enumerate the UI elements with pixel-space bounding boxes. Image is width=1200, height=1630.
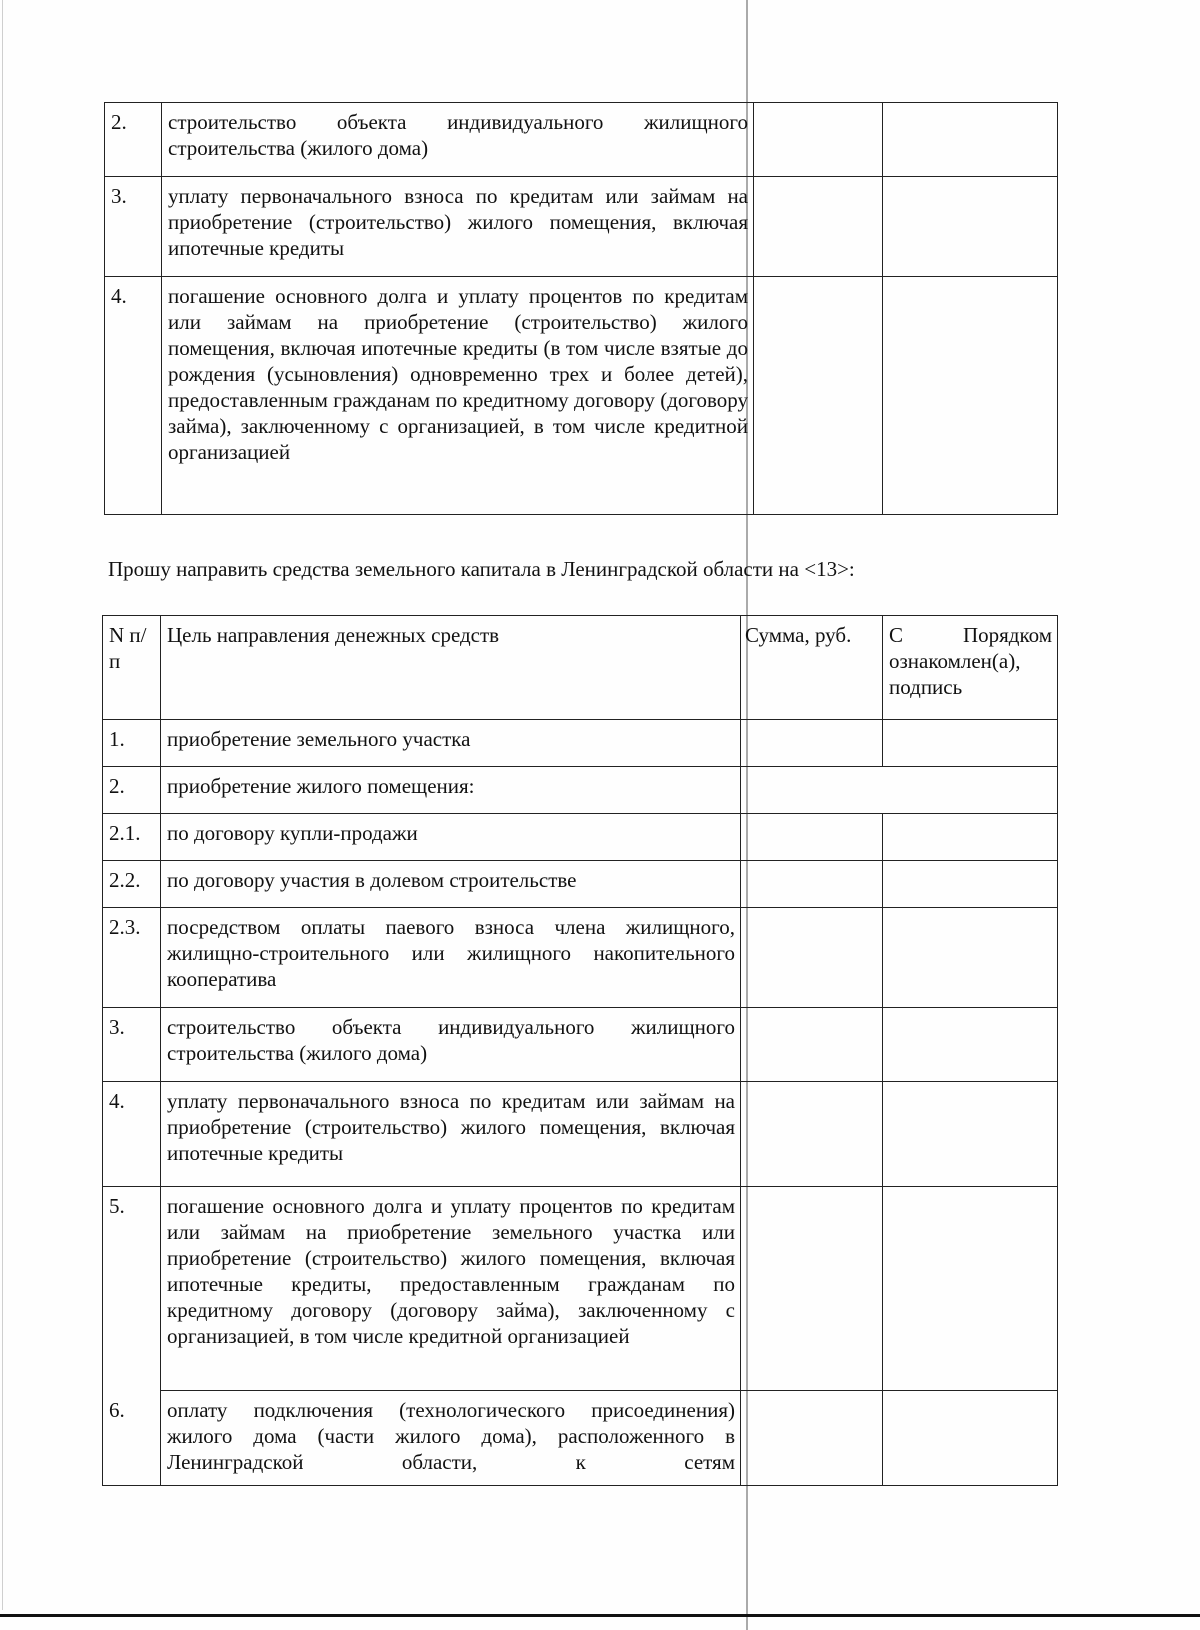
- row-goal: по договору участия в долевом строительстве: [161, 861, 741, 908]
- row-goal: строительство объекта индивидуального жилищного строительства (жилого дома): [162, 103, 754, 177]
- header-sum: Сумма, руб.: [741, 616, 883, 720]
- table-row: [103, 1008, 1058, 1082]
- signature-cell[interactable]: [883, 908, 1058, 1008]
- row-number: 2.: [105, 103, 162, 177]
- row-number: 4.: [105, 277, 162, 515]
- table-row: [103, 720, 1058, 767]
- table-row: [105, 103, 1058, 177]
- row-number: 2.1.: [103, 814, 161, 861]
- header-signature-line: [889, 622, 1052, 648]
- row-goal: уплату первоначального взноса по кредитам или займам на приобретение (строительство) жилого помещения, включая ипотечные кредиты: [161, 1082, 741, 1187]
- row-number: 2.: [103, 767, 161, 814]
- signature-cell[interactable]: [883, 720, 1058, 767]
- row-number: 4.: [103, 1082, 161, 1187]
- table-header-row: [103, 616, 1058, 720]
- scan-bottom-border: [0, 1614, 1200, 1617]
- sum-cell[interactable]: [754, 177, 883, 277]
- row-number: 6.: [103, 1391, 161, 1486]
- row-number: 3.: [105, 177, 162, 277]
- row-number: 2.3.: [103, 908, 161, 1008]
- land-capital-table: [102, 615, 1058, 1486]
- signature-cell[interactable]: [883, 277, 1058, 515]
- signature-cell[interactable]: [883, 1082, 1058, 1187]
- row-number: 3.: [103, 1008, 161, 1082]
- signature-cell[interactable]: [883, 1187, 1058, 1391]
- sum-cell[interactable]: [754, 103, 883, 177]
- signature-cell[interactable]: [883, 1391, 1058, 1486]
- row-number: 5.: [103, 1187, 161, 1391]
- table-row: [105, 277, 1058, 515]
- header-signature-c: С: [889, 623, 904, 647]
- table-row: [103, 1391, 1058, 1486]
- row-goal: приобретение жилого помещения:: [161, 767, 741, 814]
- scan-left-edge: [2, 0, 3, 1610]
- header-number: N п/п: [103, 616, 161, 720]
- row-goal: погашение основного долга и уплату процентов по кредитам или займам на приобретение (строительство) жилого помещения, включая ипотечные кредиты (в том числе взятые до рождения (усыновления) одновременно трех и более детей), предоставленным гражданам по кредитному договору (договору займа), заключенному с организацией, в том числе кредитной организацией: [162, 277, 754, 515]
- row-goal: уплату первоначального взноса по кредитам или займам на приобретение (строительство) жилого помещения, включая ипотечные кредиты: [162, 177, 754, 277]
- header-goal: Цель направления денежных средств: [161, 616, 741, 720]
- header-signature: [883, 616, 1058, 720]
- table-row: [103, 908, 1058, 1008]
- sum-cell[interactable]: [741, 1391, 883, 1486]
- row-goal: по договору купли-продажи: [161, 814, 741, 861]
- request-paragraph: Прошу направить средства земельного капитала в Ленинградской области на <13>:: [108, 557, 855, 581]
- sum-cell[interactable]: [741, 861, 883, 908]
- table-row: [103, 1187, 1058, 1391]
- row-goal: погашение основного долга и уплату процентов по кредитам или займам на приобретение земельного участка или приобретение (строительство) жилого помещения, включая ипотечные кредиты, предоставленным гражданам по кредитному договору (договору займа), заключенному с организацией, в том числе кредитной организацией: [161, 1187, 741, 1391]
- row-goal: приобретение земельного участка: [161, 720, 741, 767]
- signature-cell[interactable]: [883, 177, 1058, 277]
- row-number: 1.: [103, 720, 161, 767]
- table-row: [105, 177, 1058, 277]
- signature-cell[interactable]: [883, 103, 1058, 177]
- row-goal: оплату подключения (технологического присоединения) жилого дома (части жилого дома), расположенного в Ленинградской области, к сетям: [161, 1391, 741, 1486]
- table-row: [103, 767, 1058, 814]
- sum-cell[interactable]: [741, 814, 883, 861]
- signature-cell[interactable]: [883, 1008, 1058, 1082]
- row-goal: посредством оплаты паевого взноса члена жилищного, жилищно-строительного или жилищного накопительного кооператива: [161, 908, 741, 1008]
- sum-cell[interactable]: [741, 720, 883, 767]
- row-number: 2.2.: [103, 861, 161, 908]
- sum-cell[interactable]: [741, 1187, 883, 1391]
- header-signature-tail: ознакомлен(а), подпись: [889, 649, 1021, 699]
- sum-cell[interactable]: [741, 908, 883, 1008]
- table-row: [103, 861, 1058, 908]
- merged-cell: [741, 767, 1058, 814]
- row-goal: строительство объекта индивидуального жилищного строительства (жилого дома): [161, 1008, 741, 1082]
- table-row: [103, 814, 1058, 861]
- signature-cell[interactable]: [883, 814, 1058, 861]
- sum-cell[interactable]: [754, 277, 883, 515]
- signature-cell[interactable]: [883, 861, 1058, 908]
- header-signature-order: Порядком: [962, 623, 1052, 647]
- continuation-table: [104, 102, 1058, 515]
- sum-cell[interactable]: [741, 1082, 883, 1187]
- table-row: [103, 1082, 1058, 1187]
- sum-cell[interactable]: [741, 1008, 883, 1082]
